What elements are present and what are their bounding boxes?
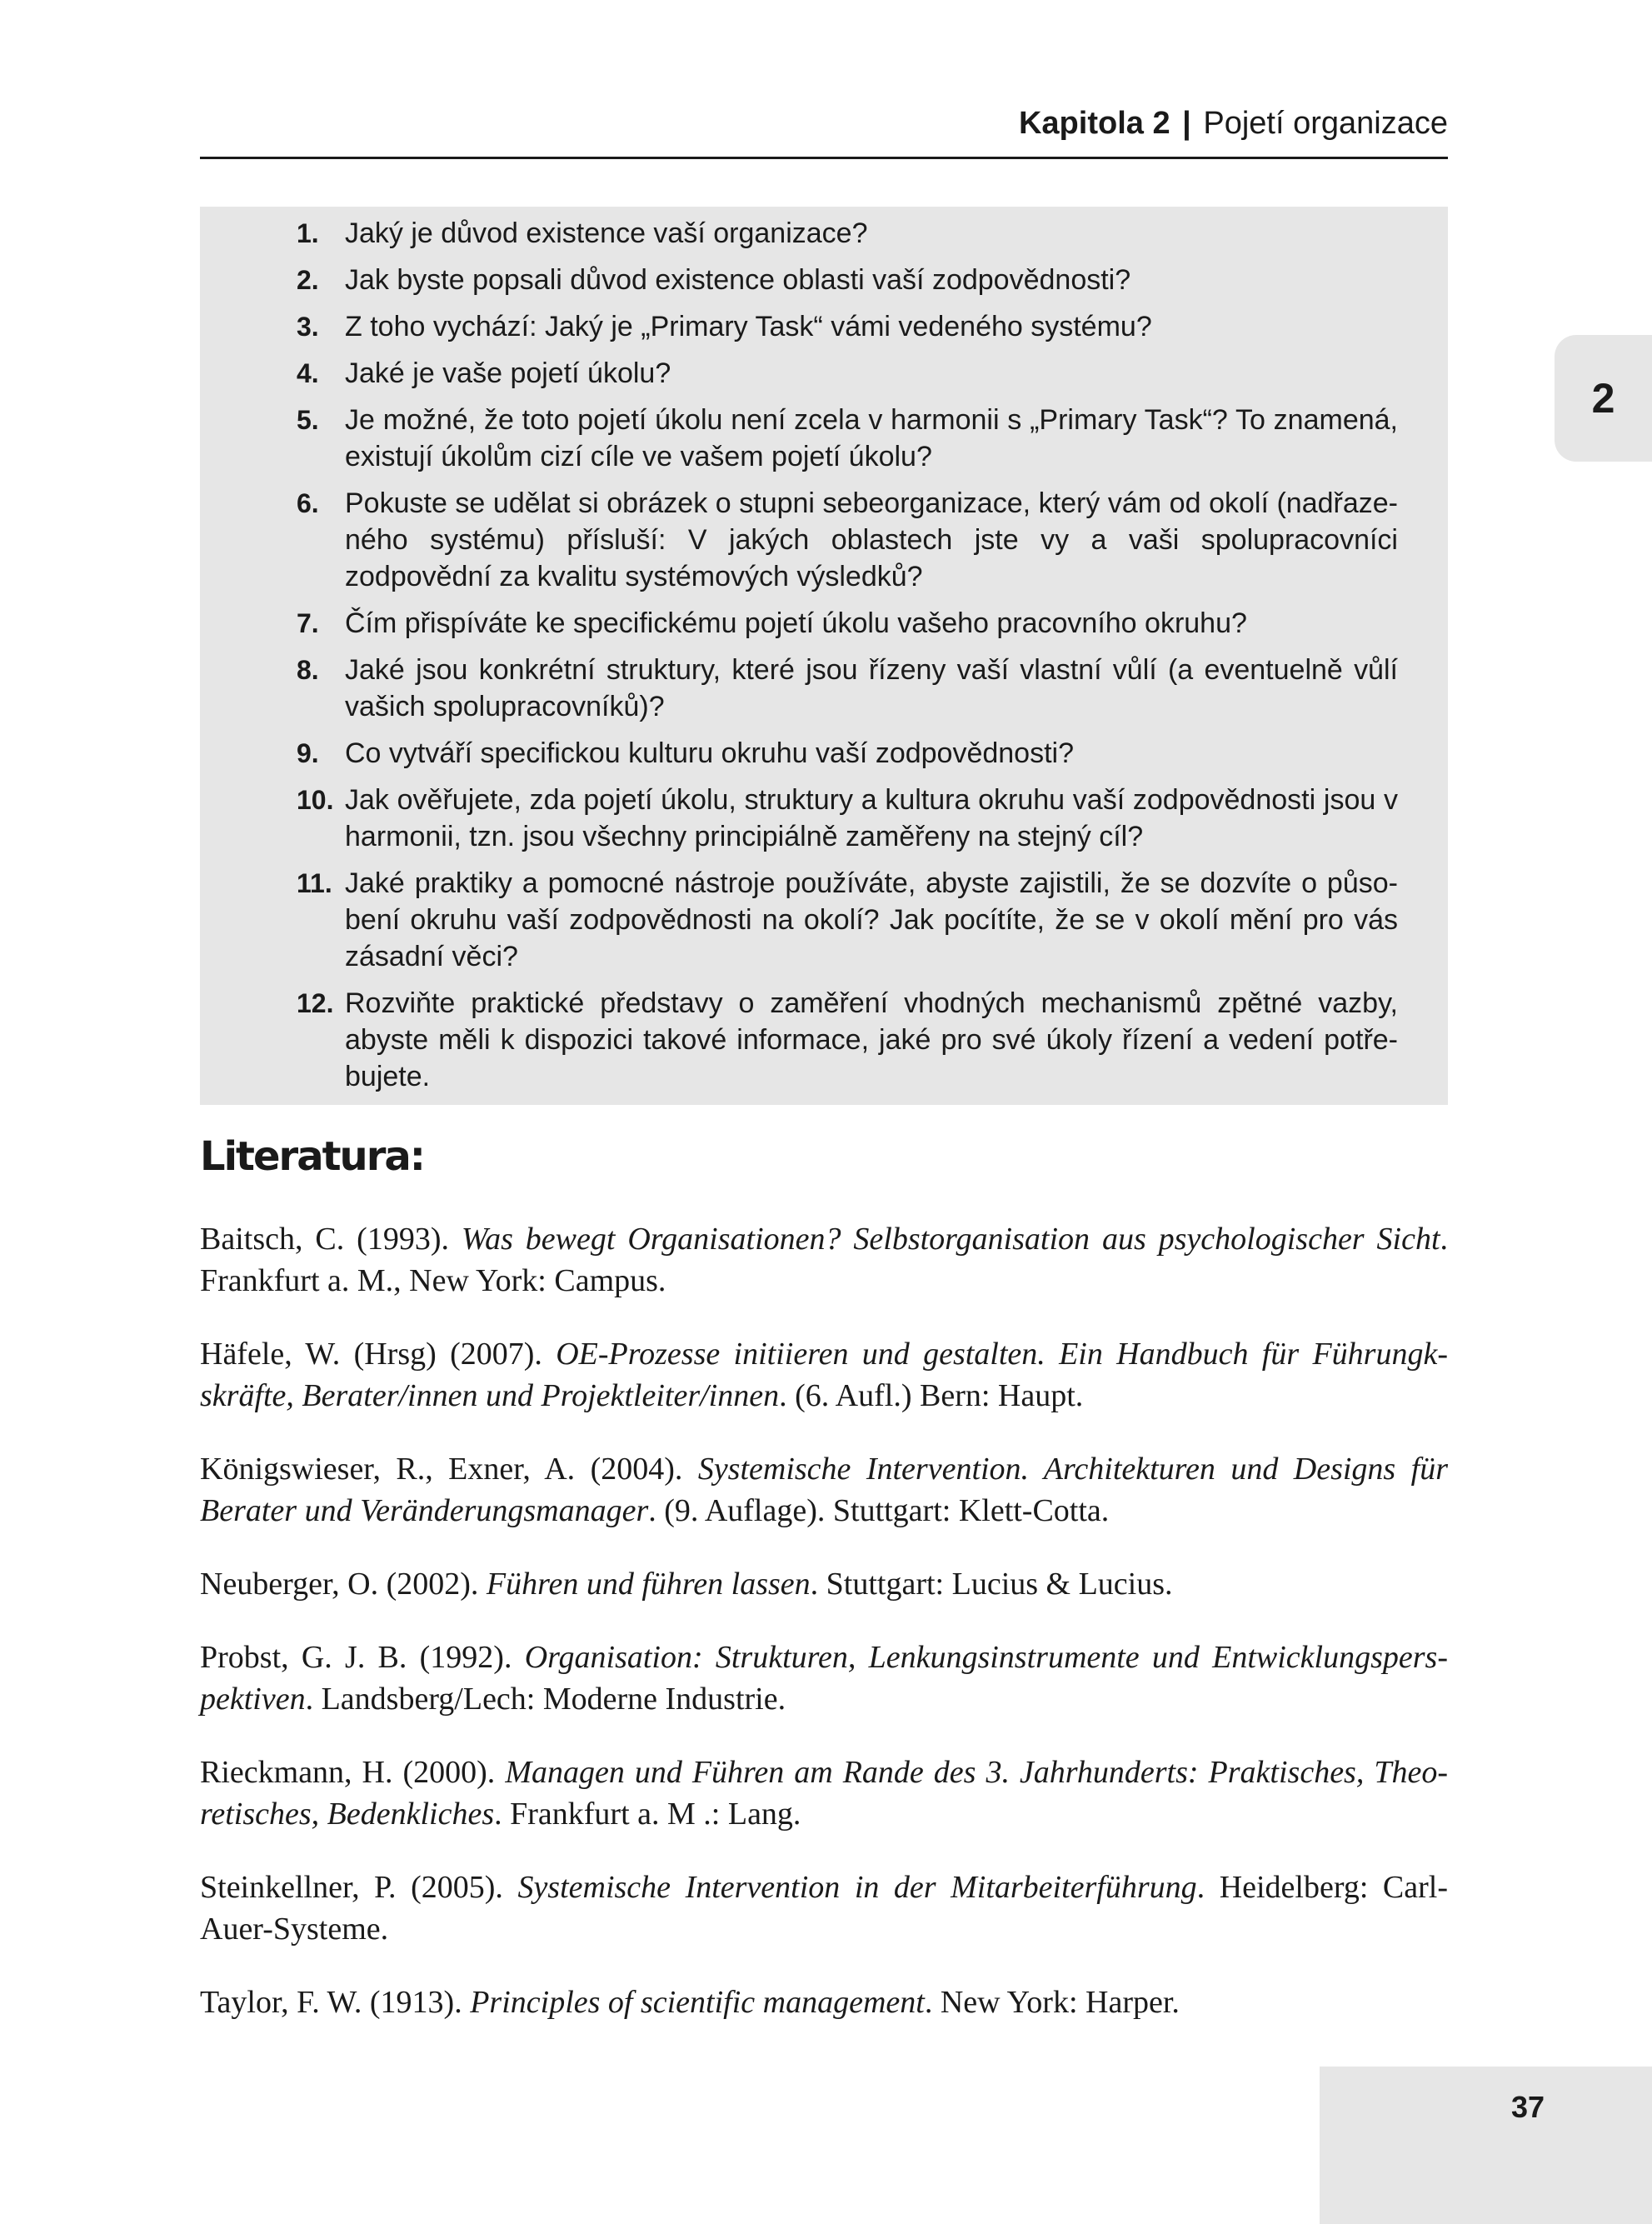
reference-entry bbox=[200, 1752, 1448, 1835]
page-number-box bbox=[1320, 2067, 1652, 2224]
question-list bbox=[200, 215, 1448, 1105]
page-number: 37 bbox=[1510, 2090, 1545, 2124]
reference-authors: Häfele, W. (Hrsg) (2007). bbox=[200, 1337, 556, 1372]
chapter-label: Kapitola 2 bbox=[1018, 106, 1170, 141]
question-number: 4. bbox=[297, 358, 319, 388]
question-text: Jaké jsou konkrétní struktury, které jsou řízeny vaší vlastní vůlí (a eventuelně vůlí vašich spolupracovníků)? bbox=[345, 654, 1398, 722]
reference-publisher: . New York: Harper. bbox=[924, 1985, 1180, 2020]
question-text: Je možné, že toto pojetí úkolu není zcela v harmonii s „Primary Task“? To znamená, existují úkolům cizí cíle ve vašem pojetí úkolu? bbox=[345, 404, 1398, 472]
reference-publisher: . (9. Auflage). Stuttgart: Klett-Cotta. bbox=[648, 1493, 1110, 1528]
question-text: Čím přispíváte ke specifickému pojetí úkolu vašeho pracovního okruhu? bbox=[345, 607, 1247, 639]
reference-title: Systemische Intervention. Architekturen und Designs für Berater und Veränderungsmanager bbox=[200, 1452, 1448, 1528]
reference-entry bbox=[200, 1333, 1448, 1417]
question-number: 9. bbox=[297, 738, 319, 768]
reference-authors: Neuberger, O. (2002). bbox=[200, 1567, 487, 1602]
question-item bbox=[200, 402, 1448, 475]
reference-entry bbox=[200, 1448, 1448, 1532]
reference-entry bbox=[200, 1563, 1448, 1605]
reference-publisher: . Frankfurt a. M., New York: Campus. bbox=[200, 1222, 1448, 1298]
question-text: Jak ověřujete, zda pojetí úkolu, struktury a kultura okruhu vaší zodpovědnosti jsou v harmonii, tzn. jsou všechny principiálně zaměřeny na stejný cíl? bbox=[345, 784, 1398, 852]
reference-authors: Taylor, F. W. (1913). bbox=[200, 1985, 471, 2020]
question-item bbox=[200, 652, 1448, 725]
question-text: Jaký je důvod existence vaší organizace? bbox=[345, 217, 868, 249]
question-text: Z toho vychází: Jaký je „Primary Task“ vámi vedeného systému? bbox=[345, 311, 1152, 342]
reference-entry bbox=[200, 1218, 1448, 1302]
question-item bbox=[200, 735, 1448, 772]
running-header bbox=[200, 98, 1448, 159]
reference-publisher: . (6. Aufl.) Bern: Haupt. bbox=[779, 1378, 1084, 1413]
question-number: 3. bbox=[297, 312, 319, 342]
reference-publisher: . Landsberg/Lech: Moderne Industrie. bbox=[305, 1682, 786, 1717]
question-text: Rozviňte praktické představy o zaměření vhodných mechanismů zpětné vazby, abyste měli k dispozici takové informace, jaké pro své úkoly řízení a vedení potřebujete. bbox=[345, 987, 1398, 1092]
reference-authors: Probst, G. J. B. (1992). bbox=[200, 1640, 525, 1675]
question-item bbox=[200, 985, 1448, 1095]
question-item bbox=[200, 215, 1448, 252]
question-number: 12. bbox=[297, 988, 334, 1018]
question-item bbox=[200, 308, 1448, 345]
questions-box bbox=[200, 207, 1448, 1105]
question-item bbox=[200, 485, 1448, 595]
chapter-title: Pojetí organizace bbox=[1203, 106, 1448, 141]
reference-entry bbox=[200, 1637, 1448, 1720]
reference-list bbox=[200, 1187, 1448, 2032]
question-number: 10. bbox=[297, 785, 334, 815]
question-text: Jaké praktiky a pomocné nástroje používáte, abyste zajistili, že se dozvíte o působení okruhu vaší zodpovědnosti na okolí? Jak pocítíte, že se v okolí mění pro vás zásadní věci? bbox=[345, 867, 1398, 972]
question-item bbox=[200, 865, 1448, 975]
question-number: 5. bbox=[297, 405, 319, 435]
reference-entry bbox=[200, 1867, 1448, 1950]
reference-title: Organisation: Strukturen, Lenkungsinstrumente und Entwicklungsperspektiven bbox=[200, 1640, 1448, 1717]
question-text: Jak byste popsali důvod existence oblasti vaší zodpovědnosti? bbox=[345, 264, 1131, 296]
reference-authors: Rieckmann, H. (2000). bbox=[200, 1755, 506, 1790]
question-number: 7. bbox=[297, 608, 319, 638]
reference-title: Systemische Intervention in der Mitarbeiterführung bbox=[517, 1870, 1197, 1905]
question-item bbox=[200, 782, 1448, 855]
chapter-thumb-tab: 2 bbox=[1555, 335, 1652, 462]
reference-title: Führen und führen lassen bbox=[486, 1567, 811, 1602]
reference-authors: Steinkellner, P. (2005). bbox=[200, 1870, 518, 1905]
question-number: 2. bbox=[297, 265, 319, 295]
reference-publisher: . Stuttgart: Lucius & Lucius. bbox=[810, 1567, 1173, 1602]
question-item bbox=[200, 605, 1448, 642]
question-number: 11. bbox=[297, 868, 332, 898]
reference-title: Was bewegt Organisationen? Selbstorganisation aus psychologischer Sicht bbox=[461, 1222, 1440, 1257]
question-text: Co vytváří specifickou kulturu okruhu vaší zodpovědnosti? bbox=[345, 737, 1075, 769]
reference-title: Managen und Führen am Rande des 3. Jahrhunderts: Praktisches, Theoretisches, Bedenkliches bbox=[200, 1755, 1448, 1832]
question-number: 6. bbox=[297, 488, 319, 518]
reference-entry bbox=[200, 1982, 1448, 2023]
reference-authors: Baitsch, C. (1993). bbox=[200, 1222, 462, 1257]
reference-title: OE-Prozesse initiieren und gestalten. Ein Handbuch für Führungkskräfte, Berater/innen und Projektleiter/innen bbox=[200, 1337, 1448, 1413]
reference-publisher: . Heidelberg: Carl-Auer-Systeme. bbox=[200, 1870, 1448, 1947]
reference-title: Principles of scientific management bbox=[470, 1985, 925, 2020]
reference-authors: Königswieser, R., Exner, A. (2004). bbox=[200, 1452, 698, 1487]
question-item bbox=[200, 262, 1448, 298]
question-text: Pokuste se udělat si obrázek o stupni sebeorganizace, který vám od okolí (nadřazeného systému) přísluší: V jakých oblastech jste vy a vaši spolupracovníci zodpovědní za kvalitu systémových výsledků? bbox=[345, 487, 1398, 592]
question-text: Jaké je vaše pojetí úkolu? bbox=[345, 357, 671, 389]
question-number: 1. bbox=[297, 218, 319, 248]
header-separator: | bbox=[1182, 106, 1191, 141]
literature-heading: Literatura: bbox=[200, 1133, 424, 1180]
question-item bbox=[200, 355, 1448, 392]
reference-publisher: . Frankfurt a. M .: Lang. bbox=[494, 1797, 801, 1832]
question-number: 8. bbox=[297, 655, 319, 685]
